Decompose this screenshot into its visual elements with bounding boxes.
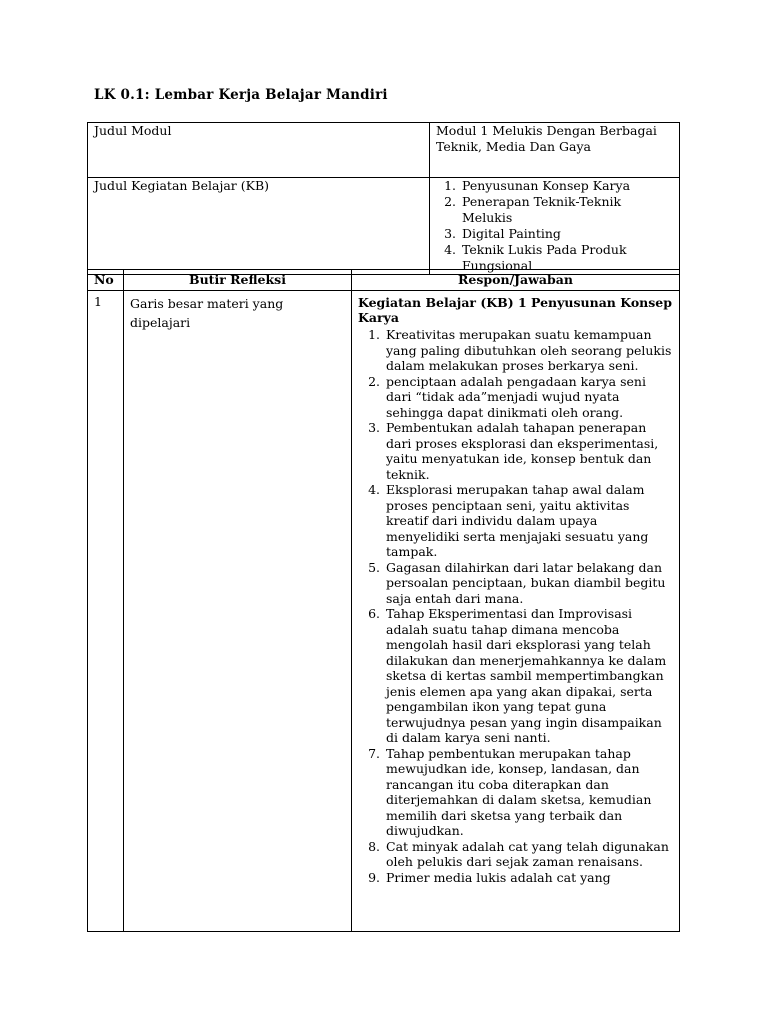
header-row xyxy=(88,270,680,291)
reflection-table xyxy=(87,269,680,932)
kb-list xyxy=(436,178,673,274)
list-item: 2. penciptaan adalah pengadaan karya seni dari “tidak ada”menjadi wujud nyata sehingga dapat dinikmati oleh orang. xyxy=(384,374,673,421)
kb-item: 1. Penyusunan Konsep Karya xyxy=(460,178,673,194)
row-number-text: 1 xyxy=(94,294,102,309)
header-respon: Respon/Jawaban xyxy=(352,270,680,291)
answer-list xyxy=(358,327,673,885)
list-item: 3. Pembentukan adalah tahapan penerapan dari proses eksplorasi dan eksperimentasi, yaitu menyatukan ide, konsep bentuk dan teknik. xyxy=(384,420,673,482)
list-item: 4. Eksplorasi merupakan tahap awal dalam proses penciptaan seni, yaitu aktivitas kreatif dari individu dalam upaya menyelidiki serta menjajaki sesuatu yang tampak. xyxy=(384,482,673,560)
row-butir-text: Garis besar materi yang dipelajari xyxy=(130,296,284,330)
list-item: 7. Tahap pembentukan merupakan tahap mewujudkan ide, konsep, landasan, dan rancangan itu coba diterapkan dan diterjemahkan di dalam sketsa, kemudian memilih dari sketsa yang terbaik dan diwujudkan. xyxy=(384,746,673,839)
module-label: Judul Modul xyxy=(88,123,430,178)
kb-heading: Kegiatan Belajar (KB) 1 Penyusunan Konsep Karya xyxy=(358,295,672,325)
page-title: LK 0.1: Lembar Kerja Belajar Mandiri xyxy=(94,87,388,103)
row-number xyxy=(88,291,124,932)
module-row xyxy=(88,123,680,178)
list-item: 8. Cat minyak adalah cat yang telah digunakan oleh pelukis dari sejak zaman renaisans. xyxy=(384,839,673,870)
kb-item: 4. Teknik Lukis Pada Produk Fungsional xyxy=(460,242,673,274)
kb-item: 2. Penerapan Teknik-Teknik Melukis xyxy=(460,194,673,226)
list-item: 1. Kreativitas merupakan suatu kemampuan yang paling dibutuhkan oleh seorang pelukis dalam melakukan proses berkarya seni. xyxy=(384,327,673,374)
response-content xyxy=(358,291,673,931)
kb-list-cell xyxy=(430,178,680,275)
table-row xyxy=(88,291,680,932)
kb-item: 3. Digital Painting xyxy=(460,226,673,242)
kb-row xyxy=(88,178,680,275)
kb-label: Judul Kegiatan Belajar (KB) xyxy=(88,178,430,275)
list-item: 6. Tahap Eksperimentasi dan Improvisasi adalah suatu tahap dimana mencoba mengolah hasil dari eksplorasi yang telah dilakukan dan menerjemahkannya ke dalam sketsa di kertas sambil mempertimbangkan jenis elemen apa yang akan dipakai, serta pengambilan ikon yang tepat guna terwujudnya pesan yang ingin disampaikan di dalam karya seni nanti. xyxy=(384,606,673,746)
row-response xyxy=(352,291,680,932)
row-butir xyxy=(124,291,352,932)
list-item: 5. Gagasan dilahirkan dari latar belakang dan persoalan penciptaan, bukan diambil begitu saja entah dari mana. xyxy=(384,560,673,607)
module-info-table xyxy=(87,122,680,275)
list-item: 9. Primer media lukis adalah cat yang xyxy=(384,870,673,886)
header-butir: Butir Refleksi xyxy=(124,270,352,291)
module-value: Modul 1 Melukis Dengan Berbagai Teknik, Media Dan Gaya xyxy=(430,123,680,178)
header-no: No xyxy=(88,270,124,291)
